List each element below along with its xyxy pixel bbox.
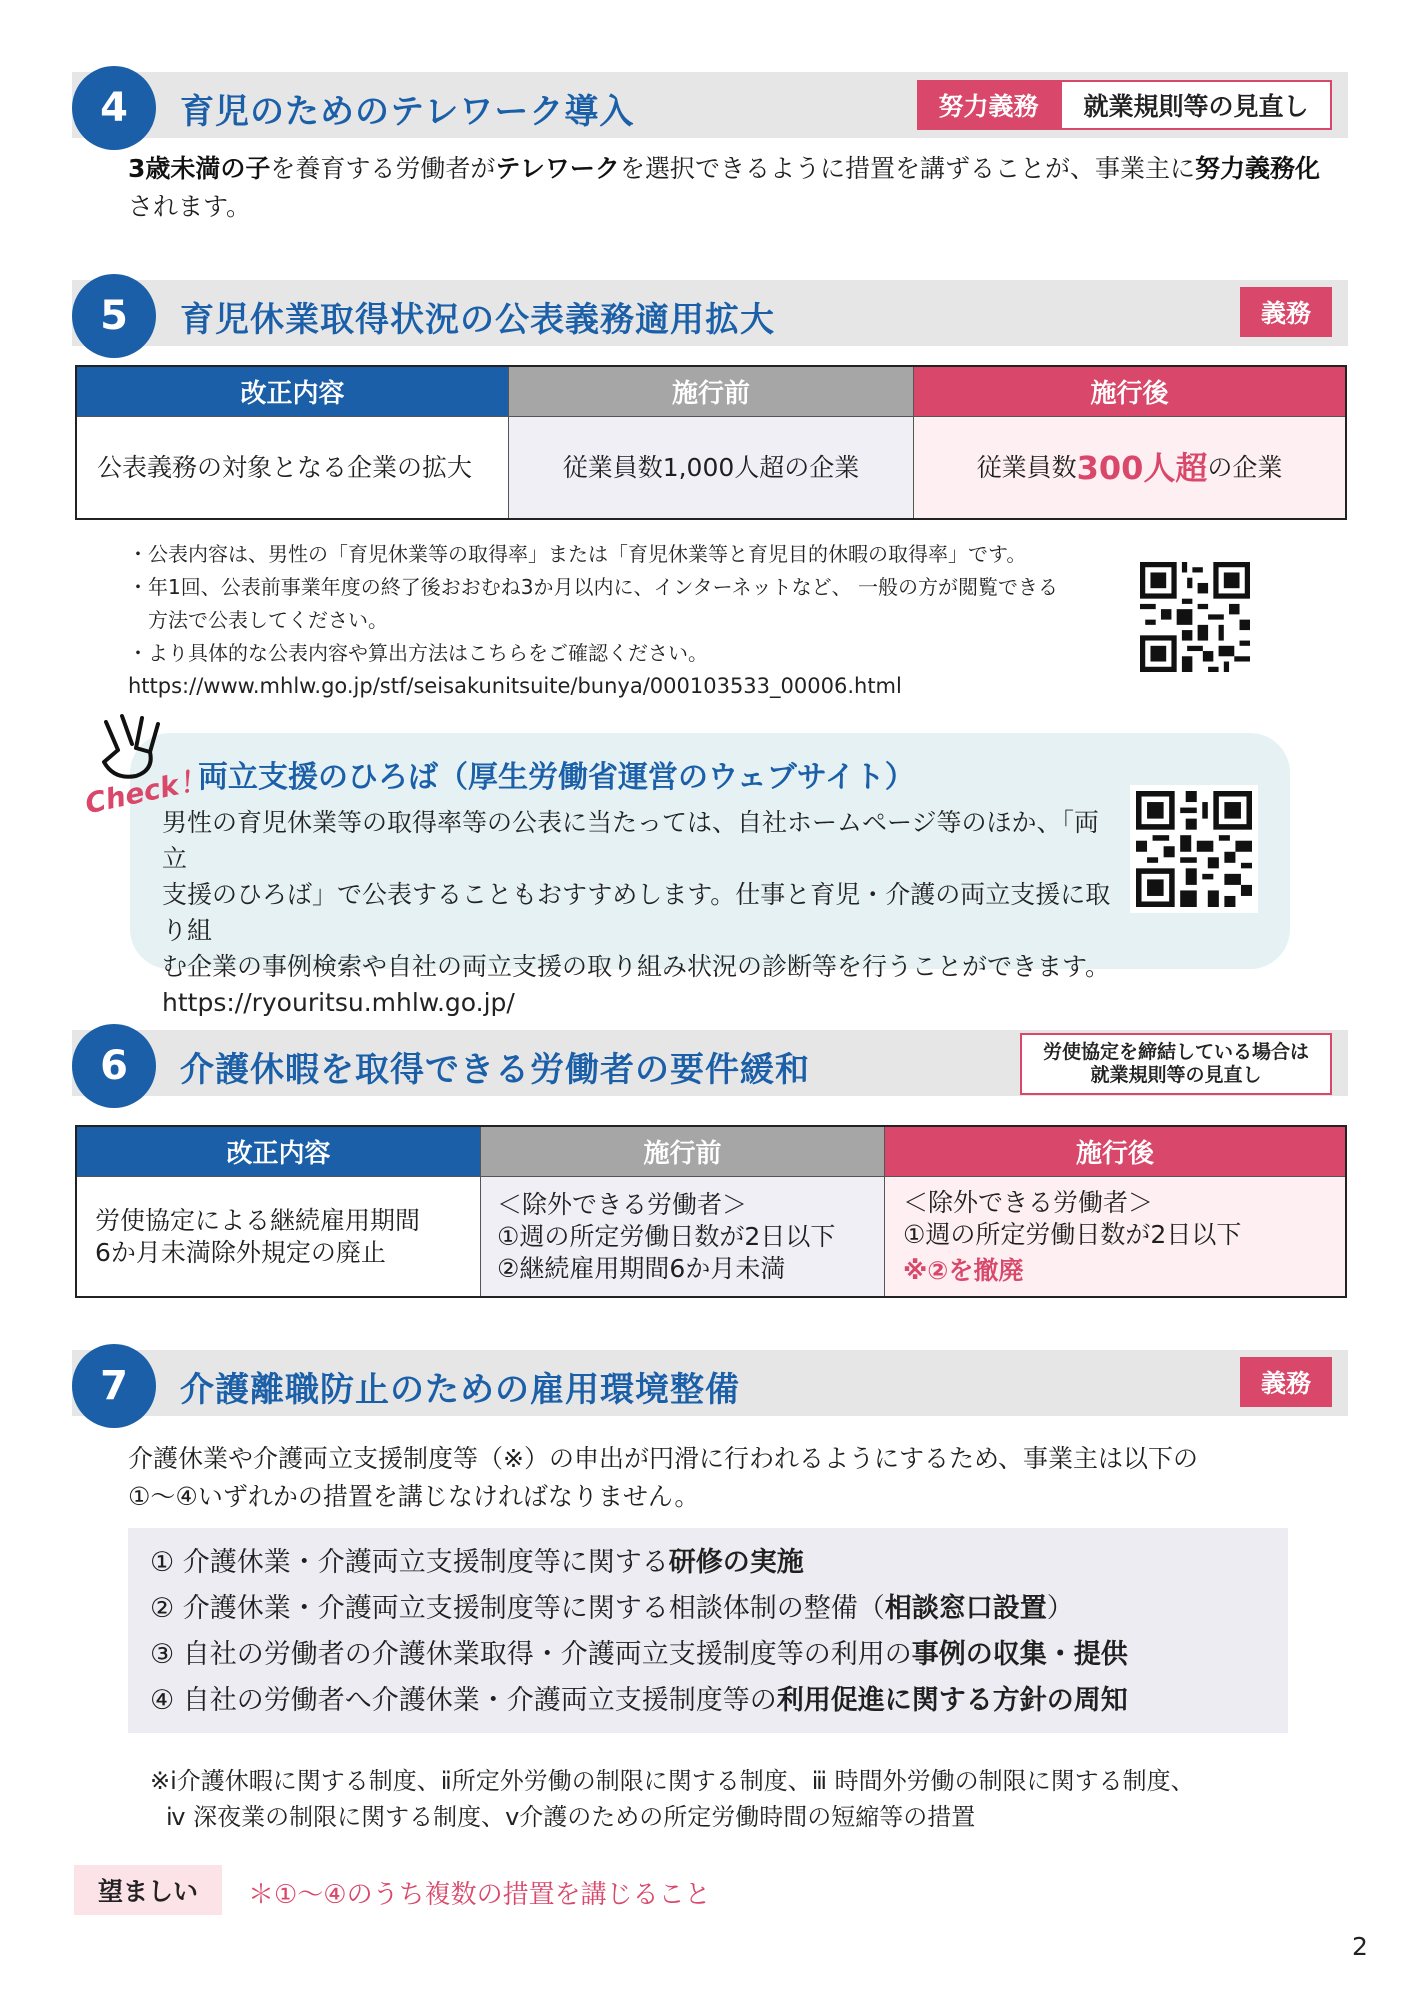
page-number: 2 xyxy=(1352,1932,1368,1961)
s6-cell-after: ＜除外できる労働者＞ ①週の所定労働日数が2日以下 ※②を撤廃 xyxy=(884,1177,1345,1296)
s5-note-3: 方法で公表してください。 xyxy=(128,608,388,632)
section-5-tag-duty: 義務 xyxy=(1240,287,1332,337)
check-url[interactable]: https://ryouritsu.mhlw.go.jp/ xyxy=(162,988,515,1017)
check-text xyxy=(162,805,1122,1021)
s5-note-2: ・年1回、公表前事業年度の終了後おおむね3か月以内に、インターネットなど、 一般の方が閲覧できる xyxy=(128,575,1059,599)
section-4-body: 3歳未満の子を養育する労働者がテレワークを選択できるように措置を講ずることが、事業主に努力義務化されます。 xyxy=(128,154,1320,221)
section-5-title: 育児休業取得状況の公表義務適用拡大 xyxy=(180,300,775,340)
qr-code-icon[interactable] xyxy=(1140,562,1250,672)
section-4-tag-rules-review: 就業規則等の見直し xyxy=(1060,80,1332,130)
section-6-number: 6 xyxy=(72,1024,156,1108)
s6-col-revision: 改正内容 xyxy=(77,1127,480,1177)
section-7-tag-duty: 義務 xyxy=(1240,1357,1332,1407)
s5-note-4: ・より具体的な公表内容や算出方法はこちらをご確認ください。 xyxy=(128,641,708,665)
s6-abolished-note: ※②を撤廃 xyxy=(903,1255,1024,1285)
qr-code-icon[interactable] xyxy=(1130,785,1258,913)
section-7-number: 7 xyxy=(72,1344,156,1428)
section-6-title: 介護休暇を取得できる労働者の要件緩和 xyxy=(180,1050,810,1090)
s5-cell-before: 従業員数1,000人超の企業 xyxy=(508,417,913,518)
measure-3: ③ 自社の労働者の介護休業取得・介護両立支援制度等の利用の事例の収集・提供 xyxy=(150,1639,1128,1670)
section-4-number: 4 xyxy=(72,66,156,150)
s5-cell-after: 従業員数 300人超 の企業 xyxy=(913,417,1345,518)
section-5-notes xyxy=(128,538,1058,703)
section-5-table xyxy=(75,365,1347,520)
desirable-badge: 望ましい xyxy=(74,1865,222,1915)
check-line-1: 男性の育児休業等の取得率等の公表に当たっては、自社ホームページ等のほか、「両立 xyxy=(162,808,1100,873)
measure-1: ① 介護休業・介護両立支援制度等に関する研修の実施 xyxy=(150,1547,804,1578)
section-5-number: 5 xyxy=(72,274,156,358)
section-7-title: 介護離職防止のための雇用環境整備 xyxy=(180,1370,740,1410)
s5-col-before: 施行前 xyxy=(508,367,913,417)
measure-4: ④ 自社の労働者へ介護休業・介護両立支援制度等の利用促進に関する方針の周知 xyxy=(150,1685,1128,1716)
s5-col-after: 施行後 xyxy=(913,367,1345,417)
check-label: Check！ xyxy=(82,762,210,821)
section-4-tag-effort-duty: 努力義務 xyxy=(917,80,1060,130)
desirable-text: ＊①～④のうち複数の措置を講じること xyxy=(248,1880,711,1910)
s6-col-after: 施行後 xyxy=(884,1127,1345,1177)
s5-cell-revision: 公表義務の対象となる企業の拡大 xyxy=(77,417,508,518)
check-title: 両立支援のひろば（厚生労働省運営のウェブサイト） xyxy=(198,760,915,795)
section-7-footnote: ※ⅰ介護休暇に関する制度、ⅱ所定外労働の制限に関する制度、ⅲ 時間外労働の制限に関する制度、 ⅳ 深夜業の制限に関する制度、ⅴ介護のための所定労働時間の短縮等の措置 xyxy=(150,1767,1195,1831)
s5-highlight-300: 300人超 xyxy=(1076,448,1208,487)
s5-col-revision: 改正内容 xyxy=(77,367,508,417)
measure-2: ② 介護休業・介護両立支援制度等に関する相談体制の整備（相談窓口設置） xyxy=(150,1593,1074,1624)
section-4-title: 育児のためのテレワーク導入 xyxy=(180,92,635,132)
s6-cell-revision: 労使協定による継続雇用期間 6か月未満除外規定の廃止 xyxy=(77,1177,480,1296)
check-line-3: む企業の事例検索や自社の両立支援の取り組み状況の診断等を行うことができます。 xyxy=(162,952,1111,981)
section-7-intro: 介護休業や介護両立支援制度等（※）の申出が円滑に行われるようにするため、事業主は以下の ①～④いずれかの措置を講じなければなりません。 xyxy=(128,1444,1198,1511)
s5-note-url[interactable]: https://www.mhlw.go.jp/stf/seisakunitsuite/bunya/000103533_00006.html xyxy=(128,674,902,698)
s6-col-before: 施行前 xyxy=(480,1127,884,1177)
s4-b1: 3歳未満の子 xyxy=(128,154,271,183)
section-6-table xyxy=(75,1125,1347,1298)
section-7-measures-list xyxy=(128,1528,1288,1733)
s5-note-1: ・公表内容は、男性の「育児休業等の取得率」または「育児休業等と育児目的休暇の取得率」です。 xyxy=(128,542,1027,566)
section-6-tag: 労使協定を締結している場合は 就業規則等の見直し xyxy=(1020,1033,1332,1095)
s6-cell-before: ＜除外できる労働者＞ ①週の所定労働日数が2日以下 ②継続雇用期間6か月未満 xyxy=(480,1177,884,1296)
check-line-2: 支援のひろば」で公表することもおすすめします。仕事と育児・介護の両立支援に取り組 xyxy=(162,880,1111,945)
